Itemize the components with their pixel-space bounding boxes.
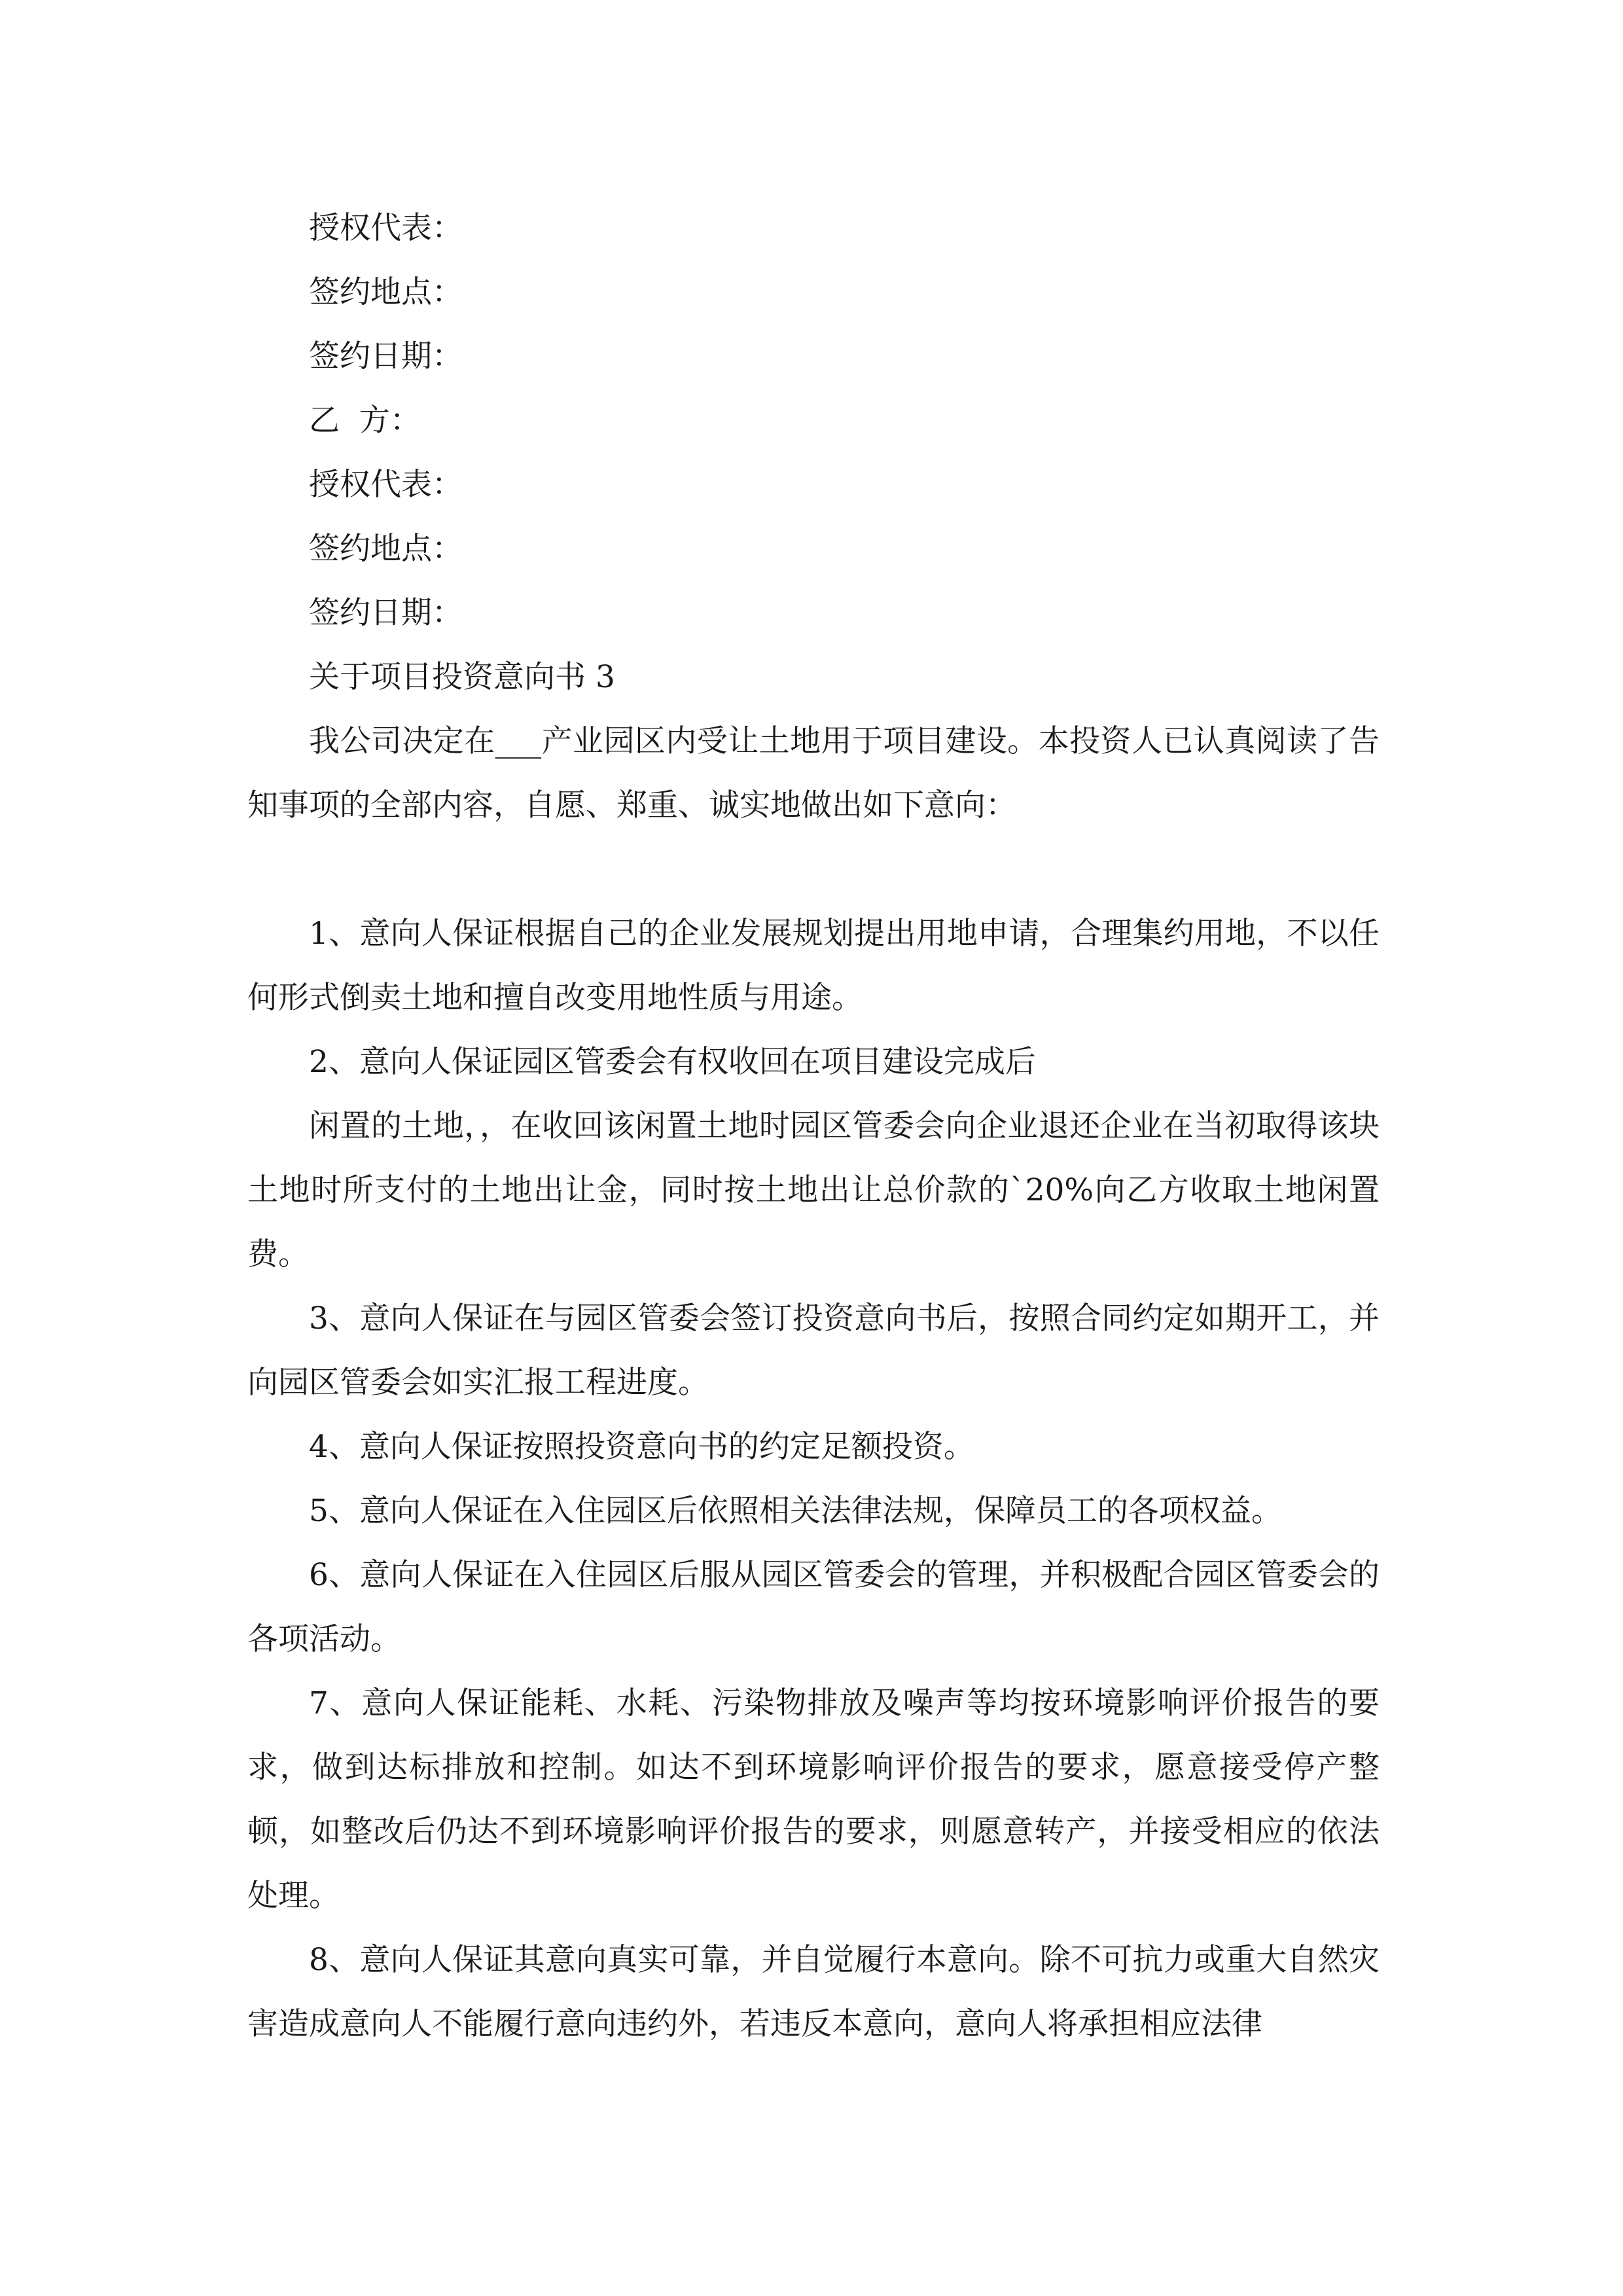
party-b-signing-date: 签约日期： — [309, 595, 463, 631]
document-body — [247, 196, 1380, 2056]
paragraph-gap — [247, 838, 1380, 902]
list-item: 3、意向人保证在与园区管委会签订投资意向书后，按照合同约定如期开工，并向园区管委会如实汇报工程进度。 — [247, 1300, 1380, 1401]
list-item: 7、意向人保证能耗、水耗、污染物排放及噪声等均按环境影响评价报告的要求，做到达标排放和控制。如达不到环境影响评价报告的要求，愿意接受停产整顿，如整改后仍达不到环境影响评价报告的要求，则愿意转产，并接受相应的依法处理。 — [247, 1685, 1380, 1914]
party-a-signing-date: 签约日期： — [309, 338, 463, 374]
party-b-representative: 授权代表： — [309, 467, 463, 503]
list-item: 1、意向人保证根据自己的企业发展规划提出用地申请，合理集约用地，不以任何形式倒卖土地和擅自改变用地性质与用途。 — [247, 916, 1380, 1016]
list-item: 5、意向人保证在入住园区后依照相关法律法规，保障员工的各项权益。 — [309, 1493, 1282, 1529]
list-item: 4、意向人保证按照投资意向书的约定足额投资。 — [309, 1429, 974, 1465]
section-title: 关于项目投资意向书 3 — [309, 659, 615, 695]
list-item: 6、意向人保证在入住园区后服从园区管委会的管理，并积极配合园区管委会的各项活动。 — [247, 1557, 1380, 1657]
intro-paragraph: 我公司决定在___产业园区内受让土地用于项目建设。本投资人已认真阅读了告知事项的全部内容，自愿、郑重、诚实地做出如下意向： — [247, 723, 1380, 823]
list-item: 2、意向人保证园区管委会有权收回在项目建设完成后 — [309, 1044, 1036, 1080]
party-a-signing-place: 签约地点： — [309, 274, 463, 310]
list-item: 闲置的土地，，在收回该闲置土地时园区管委会向企业退还企业在当初取得该块土地时所支付的土地出让金，同时按土地出让总价款的`20%向乙方收取土地闲置费。 — [247, 1108, 1380, 1272]
party-a-representative: 授权代表： — [309, 210, 463, 246]
party-b-label: 乙 方： — [309, 403, 421, 439]
list-item: 8、意向人保证其意向真实可靠，并自觉履行本意向。除不可抗力或重大自然灾害造成意向人不能履行意向违约外，若违反本意向，意向人将承担相应法律 — [247, 1942, 1380, 2042]
party-b-signing-place: 签约地点： — [309, 531, 463, 567]
